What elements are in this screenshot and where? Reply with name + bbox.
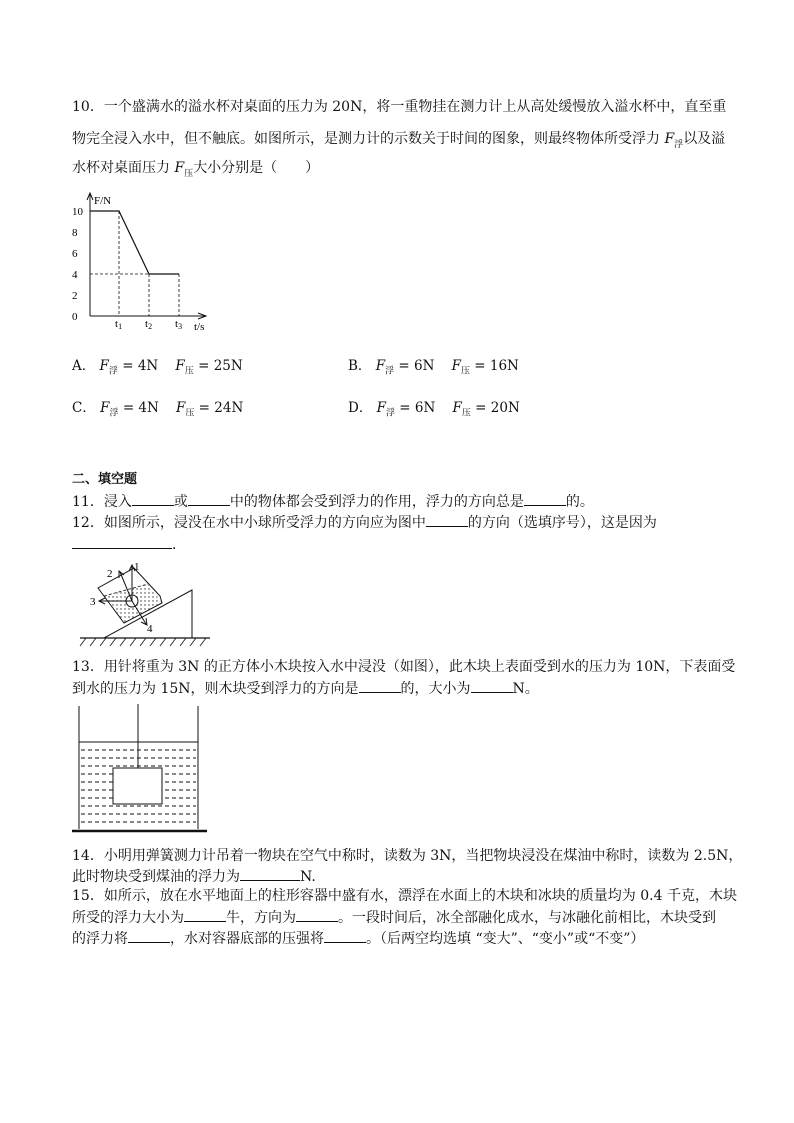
q13-line2 bbox=[72, 678, 539, 699]
arrow-label-3: 3 bbox=[90, 596, 96, 608]
y-tick-label: 6 bbox=[72, 248, 78, 260]
f-subscript-ya: 压 bbox=[185, 408, 195, 419]
q12-text1: 12．如图所示，浸没在水中小球所受浮力的方向应为图中 bbox=[72, 515, 426, 531]
q10-line3 bbox=[72, 158, 319, 184]
force-line bbox=[90, 211, 179, 274]
option-b-value1: = 6N bbox=[394, 358, 435, 374]
q15-line1: 15．如所示，放在水平地面上的柱形容器中盛有水，漂浮在水面上的木块和冰块的质量均为 0.4 千克，木块 bbox=[72, 888, 737, 904]
q13-text3: N。 bbox=[512, 681, 539, 697]
q14-line1: 14．小明用弹簧测力计吊着一物块在空气中称时，读数为 3N，当把物块浸没在煤油中称时，读数为 2.5N， bbox=[72, 848, 743, 864]
arrow-label-1: 1 bbox=[134, 561, 140, 573]
f-symbol: F bbox=[452, 400, 462, 416]
option-b-letter: B． bbox=[348, 358, 372, 374]
option-d-letter: D． bbox=[348, 400, 373, 416]
q10-line2-text: 物完全浸入水中，但不触底。如图所示，是测力计的示数关于时间的图象，则最终物体所受浮力 bbox=[72, 131, 665, 147]
q15-blank1[interactable] bbox=[184, 907, 226, 922]
option-a-value1: = 4N bbox=[117, 358, 159, 374]
f-subscript-fu: 浮 bbox=[108, 366, 118, 377]
q11-blank1[interactable] bbox=[132, 491, 174, 506]
f-symbol: F bbox=[451, 358, 461, 374]
section-heading: 二、填空题 bbox=[72, 472, 138, 487]
q12-text2: 的方向（选填序号），这是因为 bbox=[467, 515, 657, 531]
q10-line2 bbox=[72, 129, 725, 155]
f-symbol: F bbox=[175, 358, 185, 374]
option-b-value2: = 16N bbox=[469, 358, 519, 374]
q14-text1: 此时物块受到煤油的浮力为 bbox=[72, 869, 240, 885]
option-b[interactable] bbox=[348, 356, 519, 382]
option-c-value2: = 24N bbox=[194, 400, 244, 416]
wood-block bbox=[113, 768, 162, 804]
option-a[interactable] bbox=[72, 356, 243, 382]
f-symbol: F bbox=[176, 400, 186, 416]
f-subscript-fu: 浮 bbox=[674, 139, 684, 150]
q10-line2-tail: 以及溢 bbox=[683, 131, 726, 147]
option-c-letter: C． bbox=[72, 400, 96, 416]
q11-text3: 中的物体都会受到浮力的作用，浮力的方向总是 bbox=[229, 494, 524, 510]
q11-text1: 11．浸入 bbox=[72, 494, 132, 510]
f-subscript-ya: 压 bbox=[461, 408, 471, 419]
q15-blank3[interactable] bbox=[128, 928, 170, 943]
arrow-label-4: 4 bbox=[147, 623, 153, 635]
q15-text1: 所受的浮力大小为 bbox=[72, 910, 184, 926]
q12-text3: ． bbox=[172, 537, 186, 553]
f-symbol: F bbox=[376, 400, 386, 416]
q11 bbox=[72, 491, 594, 512]
x-tick-label: t2 bbox=[145, 318, 153, 331]
q10-line3-tail: 大小分别是（ ） bbox=[193, 160, 320, 176]
q10-line3-text: 水杯对桌面压力 bbox=[72, 160, 175, 176]
q14-text2: N. bbox=[300, 869, 316, 885]
y-tick-label: 10 bbox=[72, 206, 83, 218]
y-tick-label: 2 bbox=[72, 290, 78, 302]
q15-blank4[interactable] bbox=[324, 928, 366, 943]
f-symbol: F bbox=[664, 131, 675, 147]
option-a-value2: = 25N bbox=[193, 358, 243, 374]
q12-blank1[interactable] bbox=[426, 512, 468, 527]
x-axis-label: t/s bbox=[194, 321, 205, 333]
q13-line1: 13．用针将重为 3N 的正方体小木块按入水中浸没（如图），此木块上表面受到水的压力为 10N，下表面受 bbox=[72, 659, 736, 675]
option-c[interactable] bbox=[72, 398, 243, 424]
q15-blank2[interactable] bbox=[296, 907, 338, 922]
q15-text3: 。一段时间后，冰全部融化成水，与冰融化前相比，木块受到 bbox=[338, 910, 716, 926]
f-subscript-ya: 压 bbox=[184, 168, 194, 179]
q13-text1: 到水的压力为 15N，则木块受到浮力的方向是 bbox=[72, 681, 359, 697]
q11-text4: 的。 bbox=[565, 494, 594, 510]
y-tick-label: 0 bbox=[72, 311, 78, 323]
q14-line2 bbox=[72, 866, 316, 887]
q12-line1 bbox=[72, 512, 657, 533]
q13-blank2[interactable] bbox=[471, 678, 513, 693]
q14-blank1[interactable] bbox=[240, 866, 300, 881]
q15-text4: 的浮力将 bbox=[72, 931, 128, 947]
y-tick-label: 4 bbox=[72, 269, 78, 281]
q13-text2: 的，大小为 bbox=[400, 681, 471, 697]
f-subscript-fu: 浮 bbox=[385, 366, 395, 377]
q12-line2 bbox=[72, 534, 186, 555]
f-subscript-fu: 浮 bbox=[386, 408, 396, 419]
q15-text6: 。（后两空均选填 “变大”、“变小”或“不变”） bbox=[366, 931, 645, 947]
option-d[interactable] bbox=[348, 398, 520, 424]
container-block-figure bbox=[70, 704, 210, 836]
q15-text5: ，水对容器底部的压强将 bbox=[170, 931, 324, 947]
option-c-value1: = 4N bbox=[118, 400, 159, 416]
f-symbol: F bbox=[99, 358, 109, 374]
q10-line1: 10．一个盛满水的溢水杯对桌面的压力为 20N，将一重物挂在测力计上从高处缓慢放入溢水杯中，直至重 bbox=[72, 99, 727, 115]
f-subscript-fu: 浮 bbox=[109, 408, 119, 419]
f-subscript-ya: 压 bbox=[460, 366, 470, 377]
arrow-label-2: 2 bbox=[107, 568, 113, 580]
q12-blank2[interactable] bbox=[72, 534, 172, 549]
f-symbol: F bbox=[375, 358, 386, 374]
y-tick-label: 8 bbox=[72, 227, 78, 239]
option-d-value1: = 6N bbox=[395, 400, 436, 416]
x-tick-label: t3 bbox=[175, 318, 183, 331]
q15-line3 bbox=[72, 928, 644, 949]
x-tick-label: t1 bbox=[115, 318, 123, 331]
q11-blank3[interactable] bbox=[524, 491, 566, 506]
q15-text2: 牛，方向为 bbox=[226, 910, 296, 926]
q11-text2: 或 bbox=[173, 494, 188, 510]
inclined-cup-figure bbox=[76, 560, 216, 648]
f-symbol: F bbox=[174, 160, 185, 176]
f-subscript-ya: 压 bbox=[184, 366, 194, 377]
q11-blank2[interactable] bbox=[188, 491, 230, 506]
option-a-letter: A． bbox=[72, 358, 96, 374]
q15-line2 bbox=[72, 907, 716, 928]
y-axis-label: F/N bbox=[94, 195, 112, 207]
option-d-value2: = 20N bbox=[470, 400, 520, 416]
q13-blank1[interactable] bbox=[359, 678, 401, 693]
force-time-chart bbox=[70, 190, 220, 335]
f-symbol: F bbox=[100, 400, 110, 416]
